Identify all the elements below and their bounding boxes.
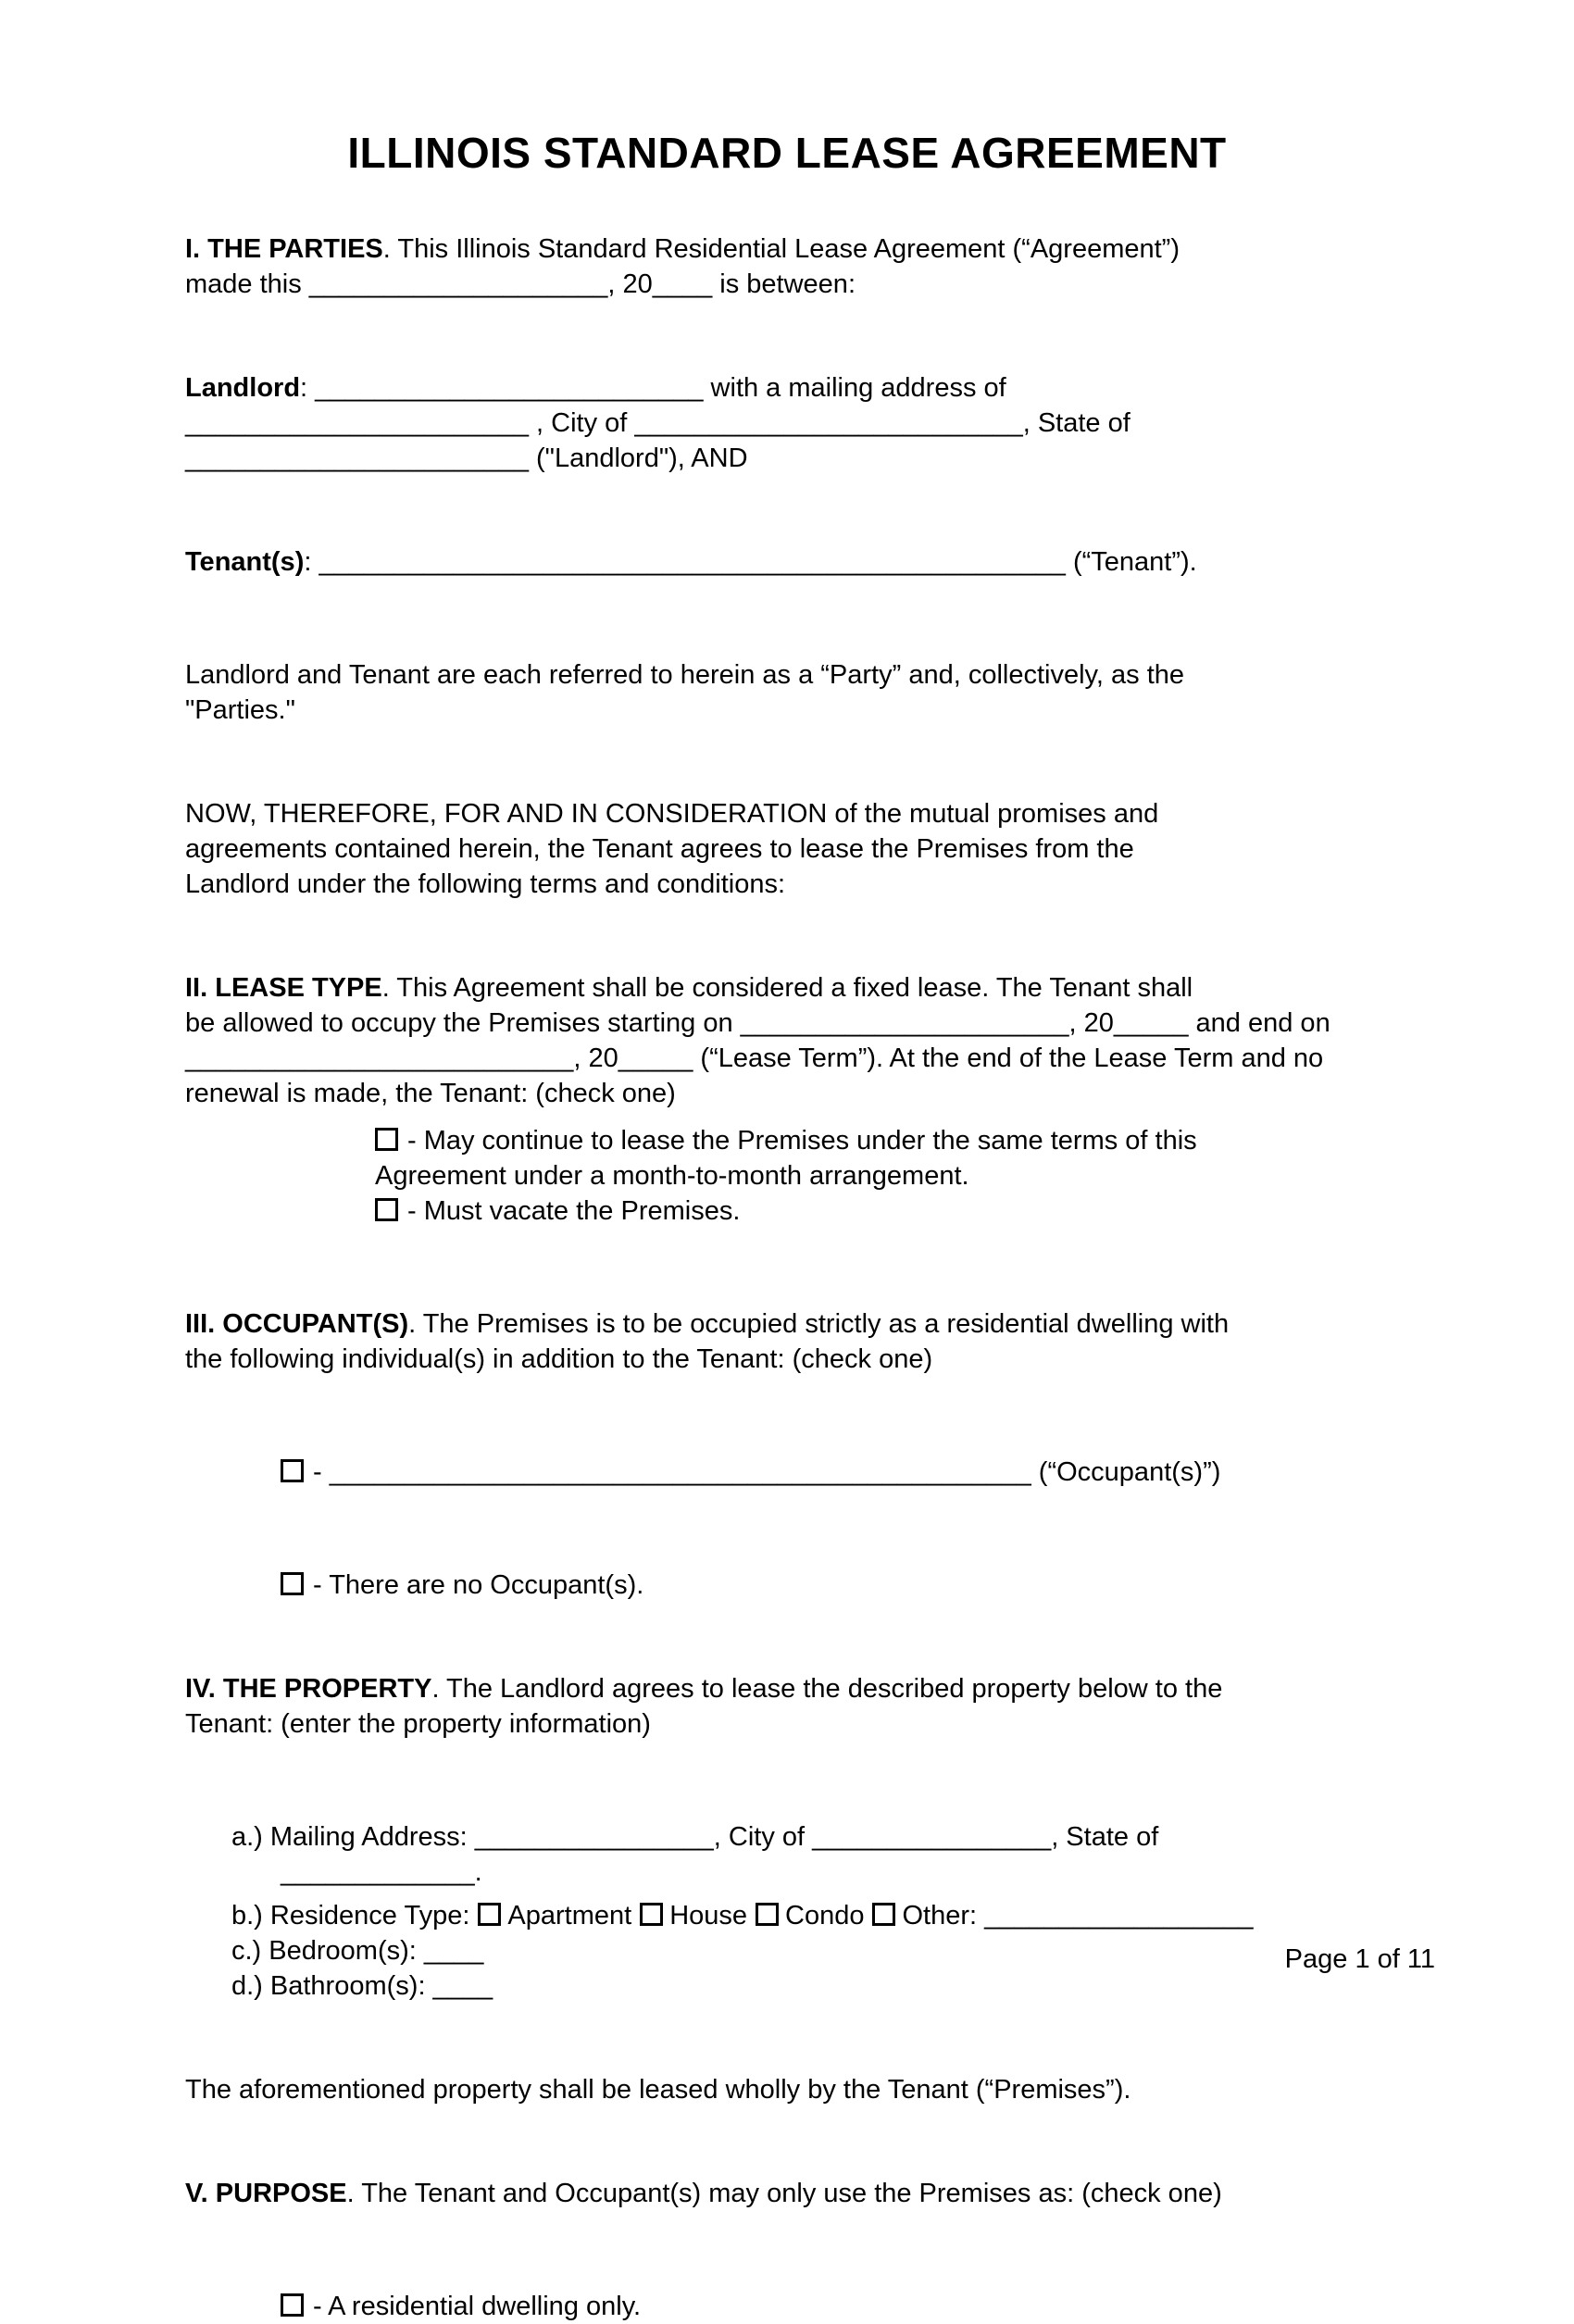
occupants-line-2: the following individual(s) in addition to the Tenant: (check one) <box>185 1344 933 1374</box>
tenant-block <box>185 544 1407 580</box>
landlord-label: Landlord <box>185 373 301 403</box>
section-occupants <box>185 1306 1407 1377</box>
section-lease-type <box>185 970 1407 1229</box>
section-iv-heading: IV. THE PROPERTY <box>185 1674 432 1704</box>
checkbox-residential-only[interactable] <box>281 2293 304 2317</box>
section-parties <box>185 231 1407 302</box>
party-clause <box>185 657 1407 728</box>
residence-type-other-blank: __________________ <box>984 1901 1254 1930</box>
lease-type-option-continue <box>375 1123 1407 1158</box>
landlord-line-1 <box>185 370 1407 406</box>
property-item-b <box>231 1898 1407 1933</box>
lease-type-line-3: __________________________, 20_____ (“Lease Term”). At the end of the Lease Term and no <box>185 1043 1324 1073</box>
lease-type-line-1-text: . This Agreement shall be considered a fixed lease. The Tenant shall <box>381 973 1193 1003</box>
consideration-line-3: Landlord under the following terms and conditions: <box>185 869 786 899</box>
lease-type-line-1 <box>185 970 1407 1006</box>
section-v-heading: V. PURPOSE <box>185 2179 347 2208</box>
residence-type-condo-label: Condo <box>785 1901 865 1930</box>
property-line-1 <box>185 1671 1407 1706</box>
residence-type-other-label: Other: <box>902 1901 978 1930</box>
section-i-heading: I. THE PARTIES <box>185 234 383 264</box>
checkbox-apartment[interactable] <box>478 1903 501 1926</box>
consideration-line-2: agreements contained herein, the Tenant agrees to lease the Premises from the <box>185 834 1134 864</box>
property-item-c: c.) Bedroom(s): ____ <box>231 1936 484 1966</box>
document-body <box>0 178 1574 2324</box>
landlord-line-2: _______________________ , City of __________________________, State of <box>185 408 1131 438</box>
checkbox-condo[interactable] <box>756 1903 779 1926</box>
checkbox-other[interactable] <box>872 1903 895 1926</box>
tenant-line <box>185 544 1407 580</box>
premises-clause <box>185 2072 1407 2107</box>
tenant-label: Tenant(s) <box>185 547 305 577</box>
section-ii-heading: II. LEASE TYPE <box>185 973 382 1003</box>
residence-type-house-label: House <box>669 1901 748 1930</box>
party-clause-line-2: "Parties." <box>185 695 295 725</box>
property-line-1-text: . The Landlord agrees to lease the described property below to the <box>431 1674 1223 1704</box>
page-number: Page 1 of 11 <box>1284 1944 1435 1974</box>
checkbox-house[interactable] <box>640 1903 663 1926</box>
occupants-option-names <box>185 1455 1407 1490</box>
section-property <box>185 1671 1407 1742</box>
occupants-option-none <box>185 1568 1407 1603</box>
parties-line-1 <box>185 231 1407 267</box>
lease-type-line-2: be allowed to occupy the Premises starting on ______________________, 20_____ and end on <box>185 1008 1330 1038</box>
premises-clause-line: The aforementioned property shall be leased wholly by the Tenant (“Premises”). <box>185 2075 1131 2105</box>
occupants-none-label: - There are no Occupant(s). <box>313 1570 644 1600</box>
purpose-option-row <box>281 2289 1407 2324</box>
tenant-name-blank: : __________________________________________________ (“Tenant”). <box>304 547 1197 577</box>
occupants-line-1-text: . The Premises is to be occupied strictly as a residential dwelling with <box>408 1309 1230 1339</box>
residence-type-prefix: b.) Residence Type: <box>231 1901 470 1930</box>
occupants-blank-label: - _______________________________________________ (“Occupant(s)”) <box>313 1457 1221 1487</box>
document-title: ILLINOIS STANDARD LEASE AGREEMENT <box>347 129 1227 177</box>
landlord-line-3: _______________________ ("Landlord"), AND <box>185 444 748 473</box>
lease-type-line-4: renewal is made, the Tenant: (check one) <box>185 1079 676 1108</box>
property-line-2: Tenant: (enter the property information) <box>185 1709 651 1739</box>
party-clause-line-1: Landlord and Tenant are each referred to herein as a “Party” and, collectively, as the <box>185 660 1185 690</box>
lease-type-options <box>185 1123 1407 1229</box>
section-iii-heading: III. OCCUPANT(S) <box>185 1309 409 1339</box>
residence-type-apartment-label: Apartment <box>507 1901 632 1930</box>
purpose-line-1-text: . The Tenant and Occupant(s) may only use the Premises as: (check one) <box>346 2179 1222 2208</box>
checkbox-month-to-month[interactable] <box>375 1128 398 1151</box>
occupants-option-list <box>281 1455 1407 1490</box>
property-items <box>185 1819 1407 2004</box>
landlord-name-blank: : __________________________ with a mailing address of <box>300 373 1006 403</box>
consideration-clause <box>185 796 1407 902</box>
section-purpose <box>185 2176 1407 2211</box>
lease-type-option-continue-cont: Agreement under a month-to-month arrangement. <box>375 1161 969 1191</box>
checkbox-no-occupants[interactable] <box>281 1572 304 1595</box>
checkbox-occupants-listed[interactable] <box>281 1459 304 1482</box>
landlord-block <box>185 370 1407 476</box>
lease-type-option-vacate-label: - Must vacate the Premises. <box>407 1196 741 1226</box>
occupants-line-1 <box>185 1306 1407 1342</box>
purpose-line-1 <box>185 2176 1407 2211</box>
consideration-line-1: NOW, THEREFORE, FOR AND IN CONSIDERATION of the mutual promises and <box>185 799 1159 829</box>
purpose-option-residential <box>185 2289 1407 2324</box>
lease-type-option-continue-label: - May continue to lease the Premises under the same terms of this <box>407 1126 1197 1156</box>
purpose-option-label: - A residential dwelling only. <box>313 2292 642 2321</box>
property-item-d: d.) Bathroom(s): ____ <box>231 1971 493 2001</box>
checkbox-must-vacate[interactable] <box>375 1198 398 1221</box>
parties-line-2: made this ____________________, 20____ is between: <box>185 269 856 299</box>
property-item-a-cont: _____________. <box>281 1857 482 1887</box>
property-item-a: a.) Mailing Address: ________________, City of ________________, State of <box>231 1822 1159 1852</box>
lease-type-option-vacate <box>375 1193 1407 1229</box>
occupants-option-none-row <box>281 1568 1407 1603</box>
parties-line-1-text: . This Illinois Standard Residential Lease Agreement (“Agreement”) <box>382 234 1180 264</box>
